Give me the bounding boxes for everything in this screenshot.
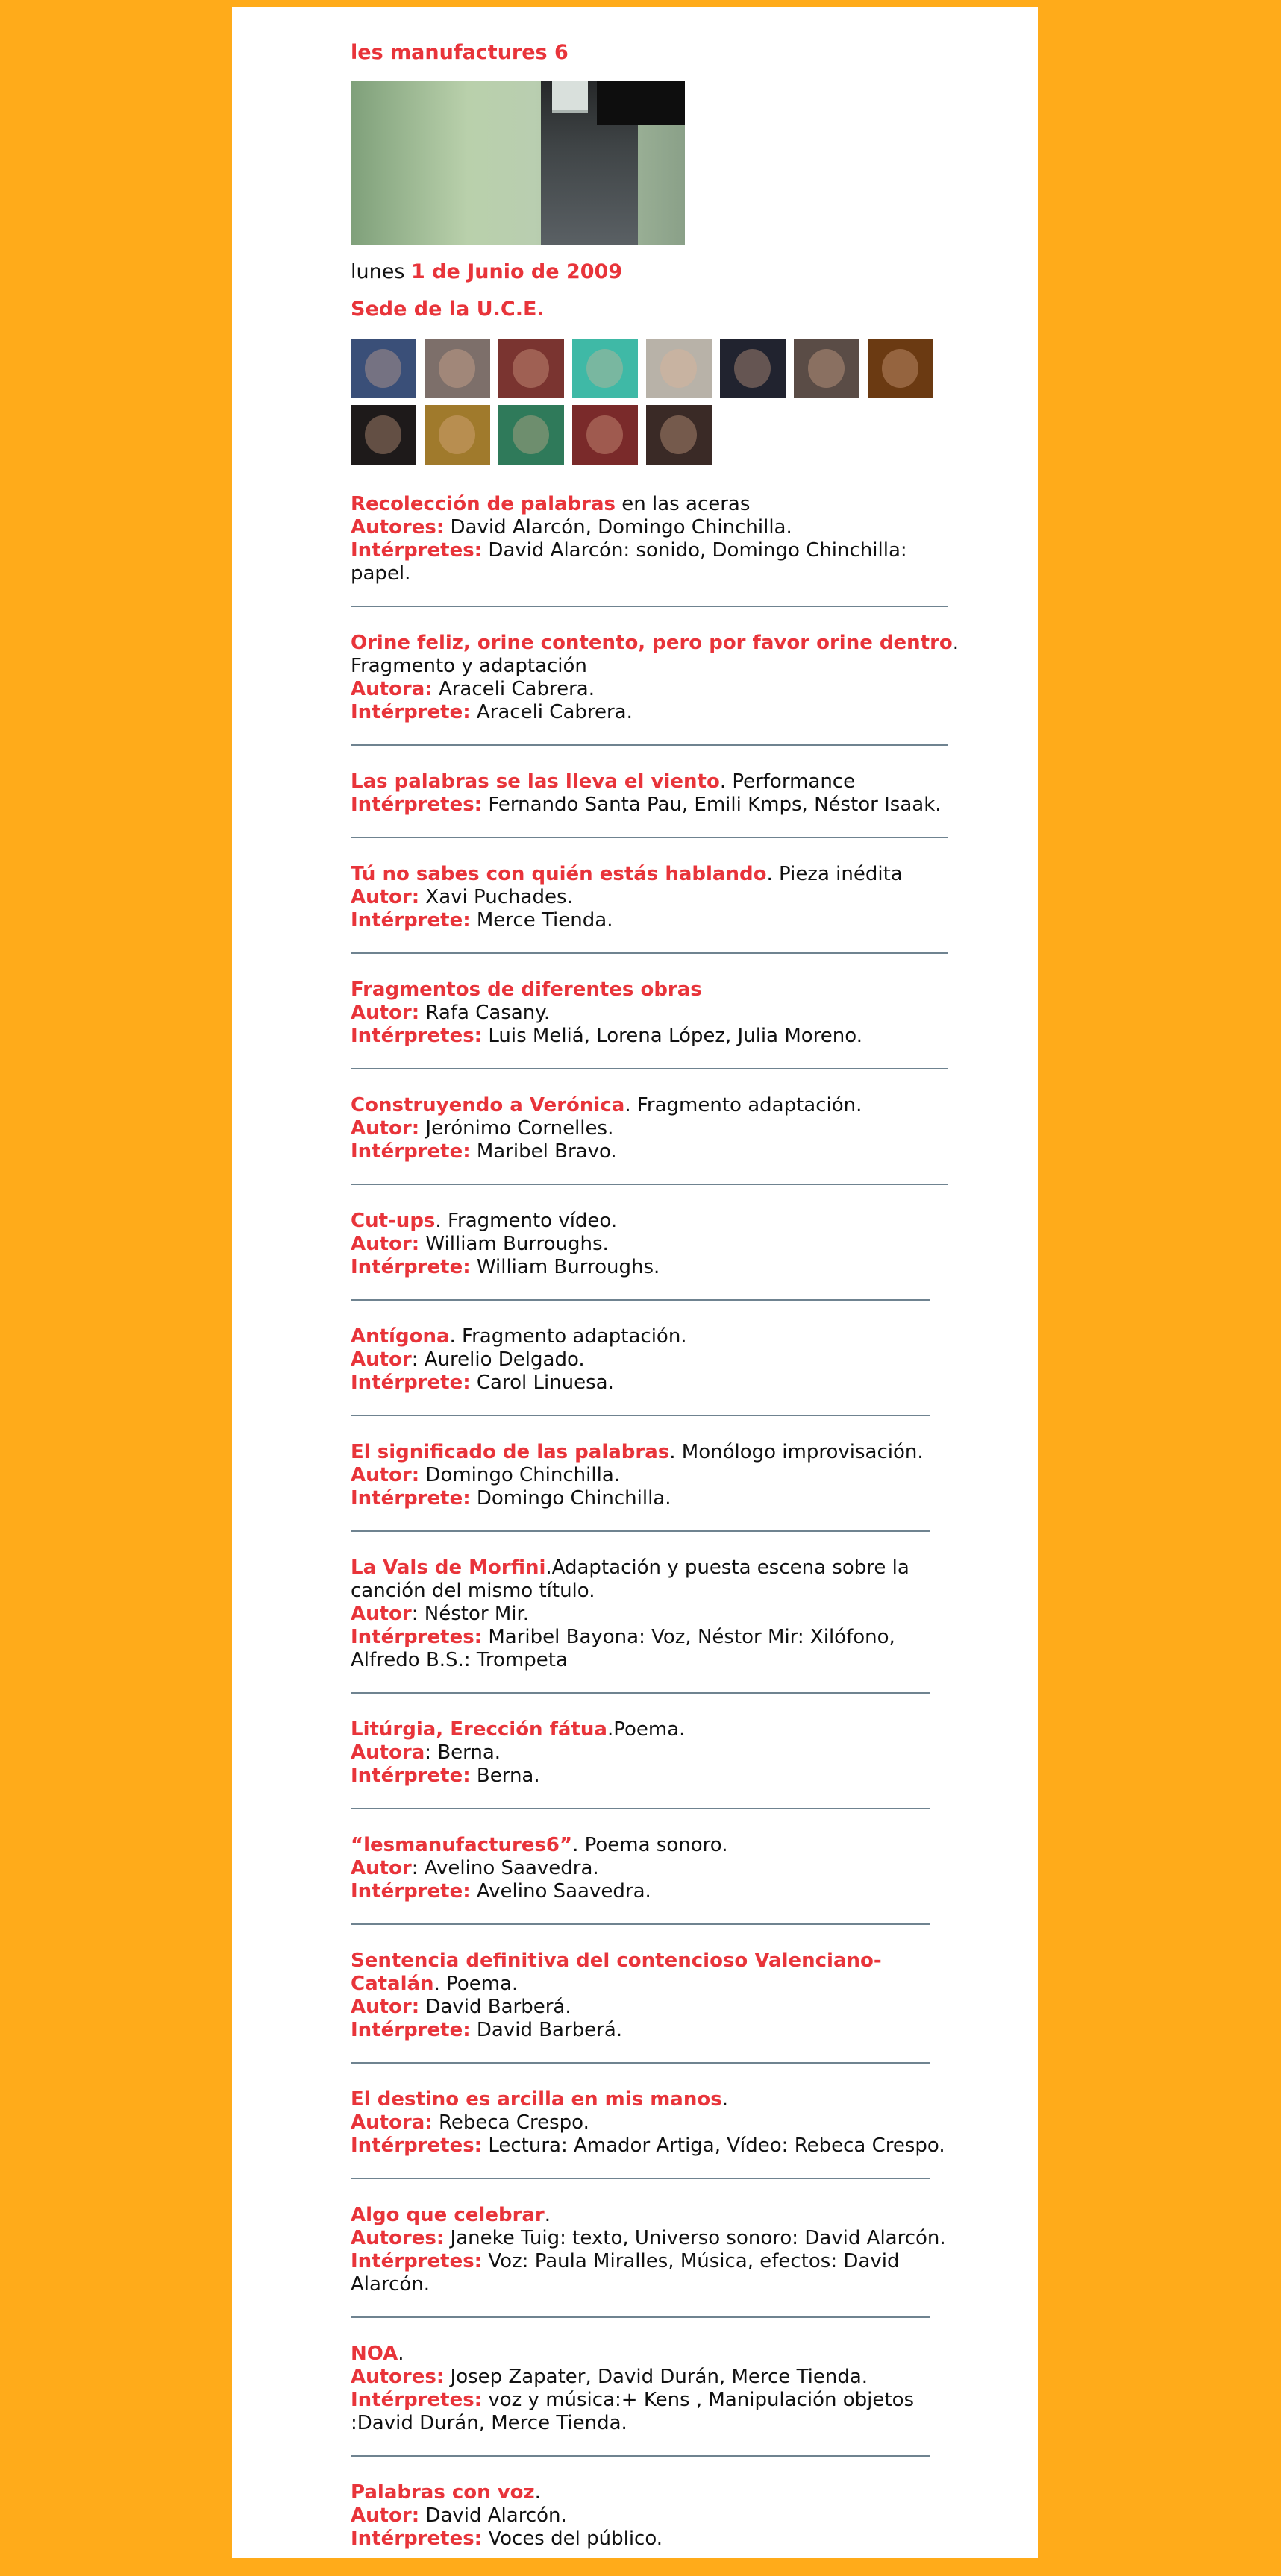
credit-label: Intérprete: [351, 1880, 471, 1903]
credit-names: : Berna. [425, 1741, 501, 1764]
credit-line [351, 1372, 964, 1395]
program-entry [351, 1950, 964, 2042]
credit-line [351, 2366, 964, 2389]
credit-names: Luis Meliá, Lorena López, Julia Moreno. [482, 1025, 862, 1047]
entry-title: Las palabras se las lleva el viento [351, 770, 720, 793]
site-title: les manufactures 6 [351, 41, 569, 64]
credit-line [351, 1765, 964, 1788]
divider [351, 2178, 930, 2179]
credit-names: : Avelino Saavedra. [411, 1857, 599, 1879]
credit-line [351, 1741, 964, 1765]
entry-title: Litúrgia, Erección fátua [351, 1718, 607, 1741]
divider [351, 1692, 930, 1694]
entry-heading [351, 1441, 964, 1464]
credit-line [351, 1487, 964, 1510]
entry-heading [351, 1210, 964, 1233]
credit-names: Maribel Bravo. [470, 1140, 617, 1163]
divider [351, 1530, 930, 1532]
divider [351, 1068, 948, 1069]
program-entry [351, 1325, 964, 1395]
program-entry [351, 1556, 964, 1672]
credit-line [351, 794, 964, 817]
divider [351, 1184, 948, 1185]
divider [351, 606, 948, 607]
credit-line [351, 1256, 964, 1279]
divider [351, 744, 948, 746]
credit-label: Autor: [351, 1996, 420, 2018]
entry-subtitle: .Adaptación y puesta escena sobre la canción del mismo título. [351, 1556, 909, 1602]
hero-photo [351, 81, 685, 245]
credit-label: Intérprete: [351, 1140, 471, 1163]
entry-title: NOA [351, 2343, 398, 2365]
entry-heading [351, 1718, 964, 1741]
program-entry [351, 2204, 964, 2296]
credit-names: David Alarcón, Domingo Chinchilla. [444, 516, 792, 538]
credit-label: Autor [351, 1857, 412, 1879]
entry-title: Antígona [351, 1325, 450, 1348]
divider [351, 2062, 930, 2064]
entry-title: Construyendo a Verónica [351, 1094, 625, 1116]
entry-title: Orine feliz, orine contento, pero por favor orine dentro [351, 632, 953, 654]
entry-heading [351, 632, 964, 678]
divider [351, 1923, 930, 1925]
video-thumbnail[interactable] [572, 405, 638, 465]
video-thumbnail[interactable] [425, 339, 490, 398]
credit-names: Voces del público. [482, 2528, 663, 2550]
date-prefix: lunes [351, 260, 405, 283]
entry-subtitle: . Poema sonoro. [572, 1834, 728, 1856]
credit-names: Janeke Tuig: texto, Universo sonoro: David Alarcón. [444, 2227, 946, 2249]
credit-label: Autor [351, 1348, 412, 1371]
credit-line [351, 516, 964, 539]
entry-subtitle: . Monólogo improvisación. [669, 1441, 924, 1463]
venue: Sede de la U.C.E. [351, 298, 545, 321]
entry-heading [351, 1950, 964, 1996]
entry-title: Tú no sabes con quién estás hablando [351, 863, 767, 885]
credit-line [351, 1603, 964, 1626]
credit-label: Autores: [351, 2366, 445, 2388]
credit-names: Merce Tienda. [470, 909, 613, 932]
entry-heading [351, 1834, 964, 1857]
credit-line [351, 886, 964, 909]
credit-line [351, 1464, 964, 1487]
credit-label: Intérpretes: [351, 794, 483, 816]
credit-label: Autor: [351, 1117, 420, 1140]
credit-line [351, 1002, 964, 1025]
divider [351, 837, 948, 838]
entry-title: El destino es arcilla en mis manos [351, 2088, 722, 2111]
entry-heading [351, 978, 964, 1002]
entry-title: Recolección de palabras [351, 493, 616, 515]
program-entry [351, 978, 964, 1048]
credit-label: Autor: [351, 1002, 420, 1024]
credit-label: Autor: [351, 1464, 420, 1486]
video-thumbnail[interactable] [646, 339, 712, 398]
entry-title: El significado de las palabras [351, 1441, 670, 1463]
credit-names: Berna. [470, 1765, 540, 1787]
video-thumbnail[interactable] [868, 339, 933, 398]
entry-subtitle: . Fragmento vídeo. [435, 1210, 618, 1232]
entry-subtitle: en las aceras [616, 493, 751, 515]
thumbnail-row [351, 405, 948, 465]
divider [351, 1415, 930, 1416]
credit-line [351, 701, 964, 724]
program-entry [351, 863, 964, 932]
credit-names: Domingo Chinchilla. [419, 1464, 621, 1486]
credit-names: Maribel Bayona: Voz, Néstor Mir: Xilófono, Alfredo B.S.: Trompeta [351, 1626, 895, 1671]
program-entry [351, 2343, 964, 2435]
credit-names: Xavi Puchades. [419, 886, 573, 908]
credit-label: Intérpretes: [351, 2389, 483, 2411]
event-date [351, 260, 964, 285]
divider [351, 2455, 930, 2457]
credit-label: Intérpretes: [351, 2528, 483, 2550]
credit-names: David Barberá. [470, 2019, 623, 2041]
credit-line [351, 2389, 964, 2435]
video-thumbnail[interactable] [794, 339, 859, 398]
entry-subtitle: . Performance [719, 770, 856, 793]
credit-names: Voz: Paula Miralles, Música, efectos: David Alarcón. [351, 2250, 900, 2296]
credit-line [351, 2250, 964, 2296]
credit-line [351, 2504, 964, 2528]
credit-label: Intérpretes: [351, 2250, 483, 2272]
credit-line [351, 1626, 964, 1672]
credit-names: David Alarcón. [419, 2504, 567, 2527]
program-entry [351, 2481, 964, 2551]
divider [351, 952, 948, 954]
video-thumbnail[interactable] [720, 339, 786, 398]
credit-label: Autor [351, 1603, 412, 1625]
page-content [351, 40, 964, 2551]
credit-line [351, 678, 964, 701]
credit-label: Autores: [351, 2227, 445, 2249]
entry-heading [351, 770, 964, 794]
entry-subtitle: . [544, 2204, 551, 2226]
credit-line [351, 2528, 964, 2551]
program-list [351, 493, 964, 2551]
video-thumbnail[interactable] [572, 339, 638, 398]
entry-subtitle: . Poema. [433, 1973, 519, 1995]
program-entry [351, 1094, 964, 1163]
credit-names: Araceli Cabrera. [470, 701, 633, 723]
credit-names: : Néstor Mir. [411, 1603, 530, 1625]
entry-title: Sentencia definitiva del contencioso Valenciano-Catalán [351, 1950, 882, 1995]
entry-heading [351, 2204, 964, 2227]
credit-label: Autora [351, 1741, 425, 1764]
credit-line [351, 2134, 964, 2158]
entry-heading [351, 1556, 964, 1603]
credit-names: voz y música:+ Kens , Manipulación objetos :David Durán, Merce Tienda. [351, 2389, 915, 2434]
credit-label: Intérprete: [351, 701, 471, 723]
credit-line [351, 539, 964, 585]
credit-names: Carol Linuesa. [470, 1372, 614, 1394]
credit-names: Fernando Santa Pau, Emili Kmps, Néstor Isaak. [482, 794, 942, 816]
video-thumbnail[interactable] [351, 339, 416, 398]
credit-names: : Aurelio Delgado. [411, 1348, 585, 1371]
entry-title: Fragmentos de diferentes obras [351, 978, 702, 1001]
credit-names: David Alarcón: sonido, Domingo Chinchilla: papel. [351, 539, 907, 585]
credit-names: Jerónimo Cornelles. [419, 1117, 614, 1140]
credit-line [351, 2019, 964, 2042]
divider [351, 1808, 930, 1809]
video-thumbnail[interactable] [646, 405, 712, 465]
credit-label: Intérprete: [351, 1372, 471, 1394]
entry-title: La Vals de Morfini [351, 1556, 546, 1579]
credit-label: Intérprete: [351, 909, 471, 932]
credit-names: Rafa Casany. [419, 1002, 551, 1024]
thumbnail-row [351, 339, 948, 398]
entry-heading [351, 2481, 964, 2504]
date-value: 1 de Junio de 2009 [411, 260, 623, 283]
entry-subtitle: .Poema. [607, 1718, 686, 1741]
credit-label: Intérprete: [351, 1487, 471, 1510]
entry-title: Algo que celebrar [351, 2204, 545, 2226]
entry-subtitle: . Fragmento adaptación. [624, 1094, 862, 1116]
entry-subtitle: . [398, 2343, 404, 2365]
credit-label: Intérpretes: [351, 539, 483, 562]
entry-subtitle: . Fragmento y adaptación [351, 632, 959, 677]
program-entry [351, 632, 964, 724]
credit-label: Autor: [351, 2504, 420, 2527]
entry-subtitle: . Fragmento adaptación. [449, 1325, 687, 1348]
credit-line [351, 2227, 964, 2250]
entry-heading [351, 493, 964, 516]
credit-label: Autora: [351, 678, 433, 700]
credit-names: Domingo Chinchilla. [470, 1487, 671, 1510]
entry-title: “lesmanufactures6” [351, 1834, 573, 1856]
credit-line [351, 1025, 964, 1048]
credit-label: Intérprete: [351, 1765, 471, 1787]
credit-label: Autora: [351, 2111, 433, 2134]
credit-names: Josep Zapater, David Durán, Merce Tienda. [444, 2366, 868, 2388]
credit-line [351, 1233, 964, 1256]
document-page [232, 7, 1038, 2558]
credit-label: Autor: [351, 886, 420, 908]
program-entry [351, 1718, 964, 1788]
program-entry [351, 770, 964, 817]
credit-names: William Burroughs. [419, 1233, 609, 1255]
program-entry [351, 2088, 964, 2158]
program-entry [351, 1441, 964, 1510]
credit-label: Intérpretes: [351, 1025, 483, 1047]
entry-subtitle: . [534, 2481, 541, 2504]
credit-line [351, 2111, 964, 2134]
credit-label: Intérprete: [351, 1256, 471, 1278]
video-thumbnail[interactable] [498, 405, 564, 465]
entry-heading [351, 2088, 964, 2111]
credit-label: Autores: [351, 516, 445, 538]
entry-subtitle: . Pieza inédita [766, 863, 903, 885]
credit-label: Intérpretes: [351, 2134, 483, 2157]
credit-line [351, 1140, 964, 1163]
entry-heading [351, 1325, 964, 1348]
credit-names: David Barberá. [419, 1996, 571, 2018]
credit-names: Rebeca Crespo. [432, 2111, 589, 2134]
credit-names: William Burroughs. [470, 1256, 660, 1278]
entry-subtitle: . [721, 2088, 728, 2111]
entry-heading [351, 1094, 964, 1117]
credit-label: Autor: [351, 1233, 420, 1255]
thumbnail-grid [351, 339, 948, 465]
divider [351, 2316, 930, 2318]
credit-line [351, 1880, 964, 1903]
entry-heading [351, 863, 964, 886]
program-entry [351, 1834, 964, 1903]
credit-label: Intérprete: [351, 2019, 471, 2041]
credit-names: Araceli Cabrera. [432, 678, 595, 700]
program-entry [351, 1210, 964, 1279]
credit-line [351, 1996, 964, 2019]
video-thumbnail[interactable] [498, 339, 564, 398]
program-entry [351, 493, 964, 585]
entry-heading [351, 2343, 964, 2366]
video-thumbnail[interactable] [351, 405, 416, 465]
credit-line [351, 1117, 964, 1140]
credit-line [351, 909, 964, 932]
credit-line [351, 1857, 964, 1880]
credit-names: Lectura: Amador Artiga, Vídeo: Rebeca Crespo. [482, 2134, 945, 2157]
credit-line [351, 1348, 964, 1372]
entry-title: Palabras con voz [351, 2481, 535, 2504]
video-thumbnail[interactable] [425, 405, 490, 465]
credit-names: Avelino Saavedra. [470, 1880, 651, 1903]
divider [351, 1299, 930, 1301]
credit-label: Intérpretes: [351, 1626, 483, 1648]
entry-title: Cut-ups [351, 1210, 436, 1232]
